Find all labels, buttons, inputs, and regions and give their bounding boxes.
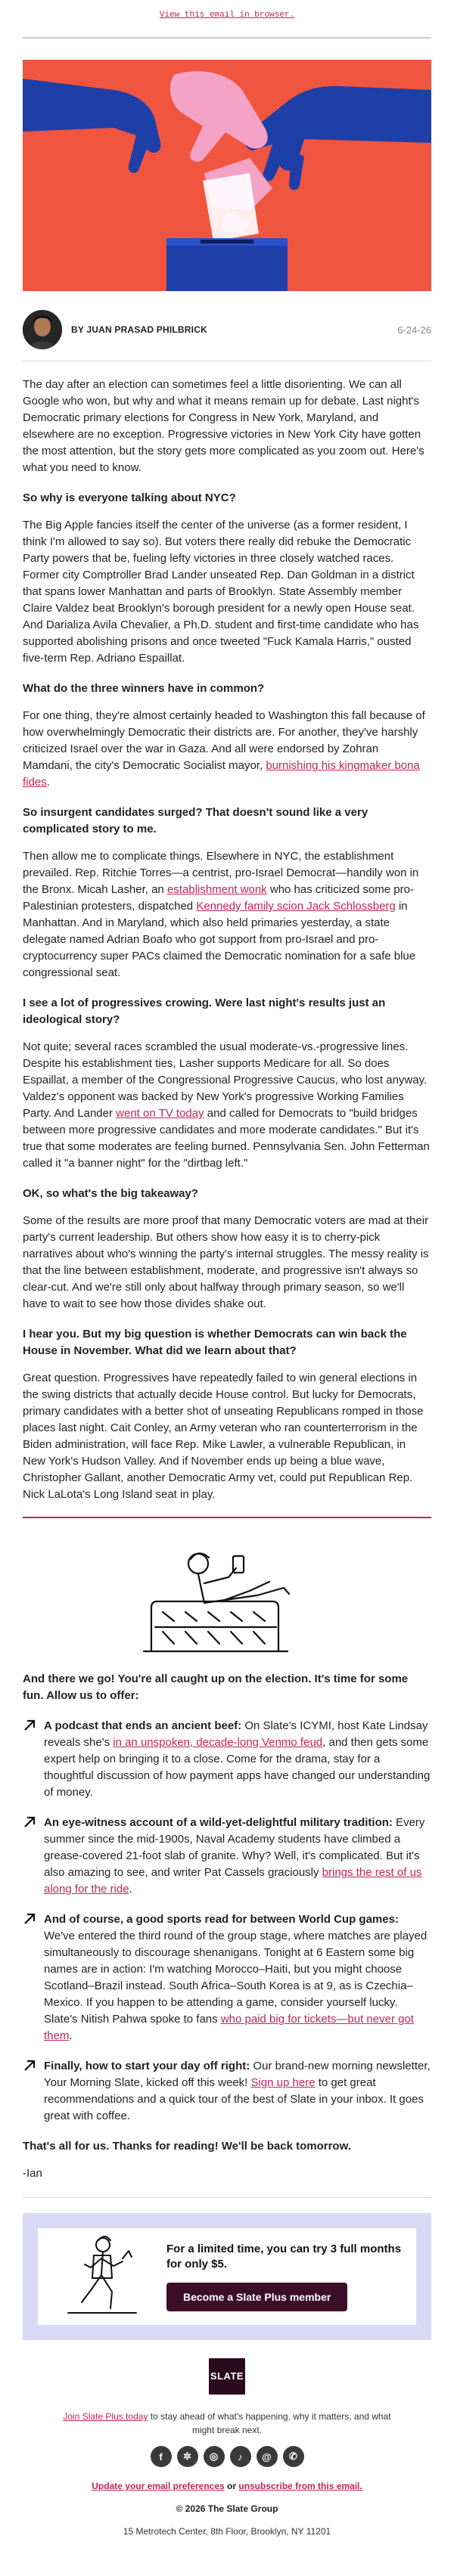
question-heading: OK, so what's the big takeaway?	[23, 1187, 198, 1200]
promo-card	[38, 2228, 416, 2325]
question-heading: I hear you. But my big question is whether Democrats can win back the House in November. What did we learn about that?	[23, 1328, 407, 1357]
join-slate-plus-link[interactable]: Join Slate Plus today	[63, 2411, 148, 2422]
bluesky-icon[interactable]: ✲	[177, 2446, 198, 2467]
arrow-up-right-icon	[23, 2059, 36, 2072]
join-text: Join Slate Plus today to stay ahead of what's happening, why it matters, and what might break next.	[63, 2411, 391, 2435]
slate-plus-promo	[23, 2213, 431, 2340]
person-reading-phone-illustration	[23, 1538, 431, 1659]
publish-date: 6-24-26	[397, 324, 431, 336]
whatsapp-icon[interactable]: ✆	[283, 2446, 304, 2467]
unsubscribe-link[interactable]: unsubscribe from this email.	[238, 2481, 362, 2491]
instagram-icon[interactable]: ◎	[204, 2446, 225, 2467]
social-links	[23, 2446, 431, 2467]
arrow-up-right-icon	[23, 1912, 36, 1926]
venmo-feud-link[interactable]: in an unspoken, decade-long Venmo feud	[113, 1736, 323, 1749]
paragraph-intro: The day after an election can sometimes feel a little disorienting. We can all Google who won, but why and what it means remain up for debate. Last night's Democratic primary elections for Congress in New York, Maryland, and elsewhere are no exception. Progressive victories in New York City have gotten the most attention, but the story gets more complicated as you zoom out. Here's what you need to know.	[23, 378, 424, 474]
copyright: © 2026 The Slate Group	[176, 2503, 278, 2514]
question-heading: So insurgent candidates surged? That doesn't sound like a very complicated story to me.	[23, 806, 368, 835]
threads-icon[interactable]: @	[257, 2446, 278, 2467]
paragraph: Some of the results are more proof that many Democratic voters are mad at their party's current leadership. But others show how easy it is to cherry-pick narratives about who's winning the party's internal struggles. The messy reality is that the line between establishment, moderate, and progressive isn't always so clear-cut. And we're still only about halfway through primary season, so we'll have to wait to see how those divides shake out.	[23, 1214, 429, 1310]
author-portrait-icon	[23, 310, 62, 349]
reader-illustration	[23, 1538, 431, 1659]
establishment-work-link[interactable]: establishment wonk	[166, 883, 267, 896]
become-slate-plus-button[interactable]: Become a Slate Plus member	[166, 2283, 347, 2311]
arrow-up-right-icon	[23, 1719, 36, 1732]
paragraph: For one thing, they're almost certainly headed to Washington this fall because of how overwhelmingly Democratic their districts are. For another, they've harshly criticized Israel over the war in Gaza. And all were endorsed by Zohran Mamdani, the city's Democratic Socialist mayor, burnishing his kingmaker bona fides.	[23, 709, 425, 789]
wrap-up-intro: And there we go! You're all caught up on the election. It's time for some fun. Allow us to offer:	[23, 1672, 409, 1702]
question-heading: What do the three winners have in common?	[23, 682, 265, 695]
author-avatar	[23, 310, 62, 349]
arrow-up-right-icon	[23, 1815, 36, 1829]
sign-up-link[interactable]: Sign up here	[250, 2076, 316, 2089]
view-in-browser-link[interactable]: View this email in browser.	[159, 11, 295, 20]
paragraph: Great question. Progressives have repeatedly failed to win general elections in the swing districts that actually decide House control. But lucky for Democrats, primary candidates with a better shot of unseating Republicans romped in those places last night. Cait Conley, an Army veteran who ran counterterrorism in the Biden administration, will face Rep. Mike Lawler, a vulnerable Republican, in New York's Hudson Valley. And if November ends up being a blue wave, Christopher Gallant, another Democratic Army vet, could put Republican Rep. Nick LaLota's Long Island seat in play.	[23, 1372, 424, 1501]
kingmaker-link[interactable]: burnishing his kingmaker bona fides	[23, 759, 420, 789]
list-item: And of course, a good sports read for between World Cup games: We've entered the third round of the group stage, where matches are played simultaneously to discourage shenanigans. Tonight at 6 Eastern some big names are in action: I'm watching Morocco–Haiti, but you might choose Scotland–Brazil instead. South Africa–South Korea is at 9, as is Czechia–Mexico. If you happen to be attending a game, consider yourself lucky. Slate's Nitish Pahwa spoke to fans who paid big for tickets—but never got them.	[23, 1911, 431, 2044]
signature: -Ian	[23, 2167, 42, 2180]
footer	[23, 2358, 431, 2537]
promo-headline: For a limited time, you can try 3 full months for only $5.	[166, 2243, 402, 2271]
world-cup-tickets-link[interactable]: who paid big for tickets—but never got them	[44, 2013, 414, 2042]
promo-copy	[159, 2242, 416, 2311]
top-divider	[23, 37, 431, 39]
email-preferences: Update your email preferences or unsubscribe from this email.	[92, 2481, 362, 2491]
list-item: A podcast that ends an ancient beef: On Slate's ICYMI, host Kate Lindsay reveals she's in an unspoken, decade-long Venmo feud, and then gets some expert help on bringing it to a close. Come for the drama, stay for a thoughtful discussion of how payment apps have changed our understanding of money.	[23, 1718, 431, 1801]
ballot-box-hands-illustration	[23, 60, 431, 291]
person-walking-illustration	[38, 2228, 159, 2325]
article-body	[23, 377, 431, 1503]
view-in-browser-bar	[23, 0, 431, 25]
author-name: BY JUAN PRASAD PHILBRICK	[71, 324, 207, 335]
signoff: That's all for us. Thanks for reading! We'll be back tomorrow.	[23, 2140, 351, 2153]
paragraph: Not quite; several races scrambled the usual moderate-vs.-progressive lines. Despite his establishment ties, Lasher supports Medicare for all. So does Espaillat, a member of the Congressional Progressive Caucus, who lost anyway. Valdez's opponent was backed by New York's progressive Working Families Party. And Lander went on TV today and called for Democrats to "build bridges between more progressive candidates and more moderate candidates." But it's true that some moderates are feeling burned. Pennsylvania Sen. John Fetterman called it "a banner night" for the "dirtbag left."	[23, 1040, 430, 1170]
paragraph: Then allow me to complicate things. Elsewhere in NYC, the establishment prevailed. Rep. Ritchie Torres—a centrist, pro-Israel Democrat—handily won in the Bronx. Micah Lasher, an establishment wonk who has criticized some pro-Palestinian protesters, dispatched Kennedy family scion Jack Schlossberg in Manhattan. And in Maryland, which also held primaries yesterday, a state delegate named Adrian Boafo who got support from pro-Israel and pro-cryptocurrency super PACs claimed the Democratic nomination for a safe blue congressional seat.	[23, 850, 419, 979]
question-heading: So why is everyone talking about NYC?	[23, 491, 236, 504]
mailing-address: 15 Metrotech Center, 8th Floor, Brooklyn, NY 11201	[123, 2526, 331, 2537]
facebook-icon[interactable]: f	[151, 2446, 172, 2467]
slate-logo[interactable]: SLATE	[209, 2358, 245, 2395]
tiktok-icon[interactable]: ♪	[230, 2446, 251, 2467]
naval-academy-link[interactable]: brings the rest of us along for the ride	[44, 1866, 422, 1896]
schlossberg-link[interactable]: Kennedy family scion Jack Schlossberg	[196, 900, 396, 913]
byline	[23, 308, 431, 352]
hero-illustration	[23, 60, 431, 291]
question-heading: I see a lot of progressives crowing. Were last night's results just an ideological story?	[23, 997, 386, 1026]
section-divider	[23, 1517, 431, 1518]
list-item: An eye-witness account of a wild-yet-delightful military tradition: Every summer since the mid-1900s, Naval Academy students have climbed a grease-covered 21-foot slab of granite. Why? Well, it's complicated. But it's also amazing to see, and writer Pat Cassels graciously brings the rest of us along for the ride.	[23, 1815, 431, 1898]
went-on-tv-link[interactable]: went on TV today	[116, 1107, 204, 1120]
list-item: Finally, how to start your day off right: Our brand-new morning newsletter, Your Morning Slate, kicked off this week! Sign up here to get great recommendations and a quick tour of the best of Slate in your inbox. It goes great with coffee.	[23, 2058, 431, 2125]
email-container	[23, 0, 431, 2537]
paragraph: The Big Apple fancies itself the center of the universe (as a former resident, I think I'm allowed to say so). But voters there really did rebuke the Democratic Party powers that be, fueling lefty victories in three closely watched races. Former city Comptroller Brad Lander unseated Rep. Dan Goldman in a district that spans lower Manhattan and parts of Brooklyn. State Assembly member Claire Valdez beat Brooklyn's borough president for a newly open House seat. And Darializa Avila Chevalier, a Ph.D. student and first-time candidate who has supported abolishing prisons and once tweeted "Fuck Kamala Harris," ousted five-term Rep. Adriano Espaillat.	[23, 519, 419, 665]
update-preferences-link[interactable]: Update your email preferences	[92, 2481, 225, 2491]
recommendations-list	[23, 1718, 431, 2125]
footer-divider	[23, 2197, 431, 2198]
wrap-up-section	[23, 1671, 431, 2182]
promo-illustration	[38, 2228, 159, 2325]
